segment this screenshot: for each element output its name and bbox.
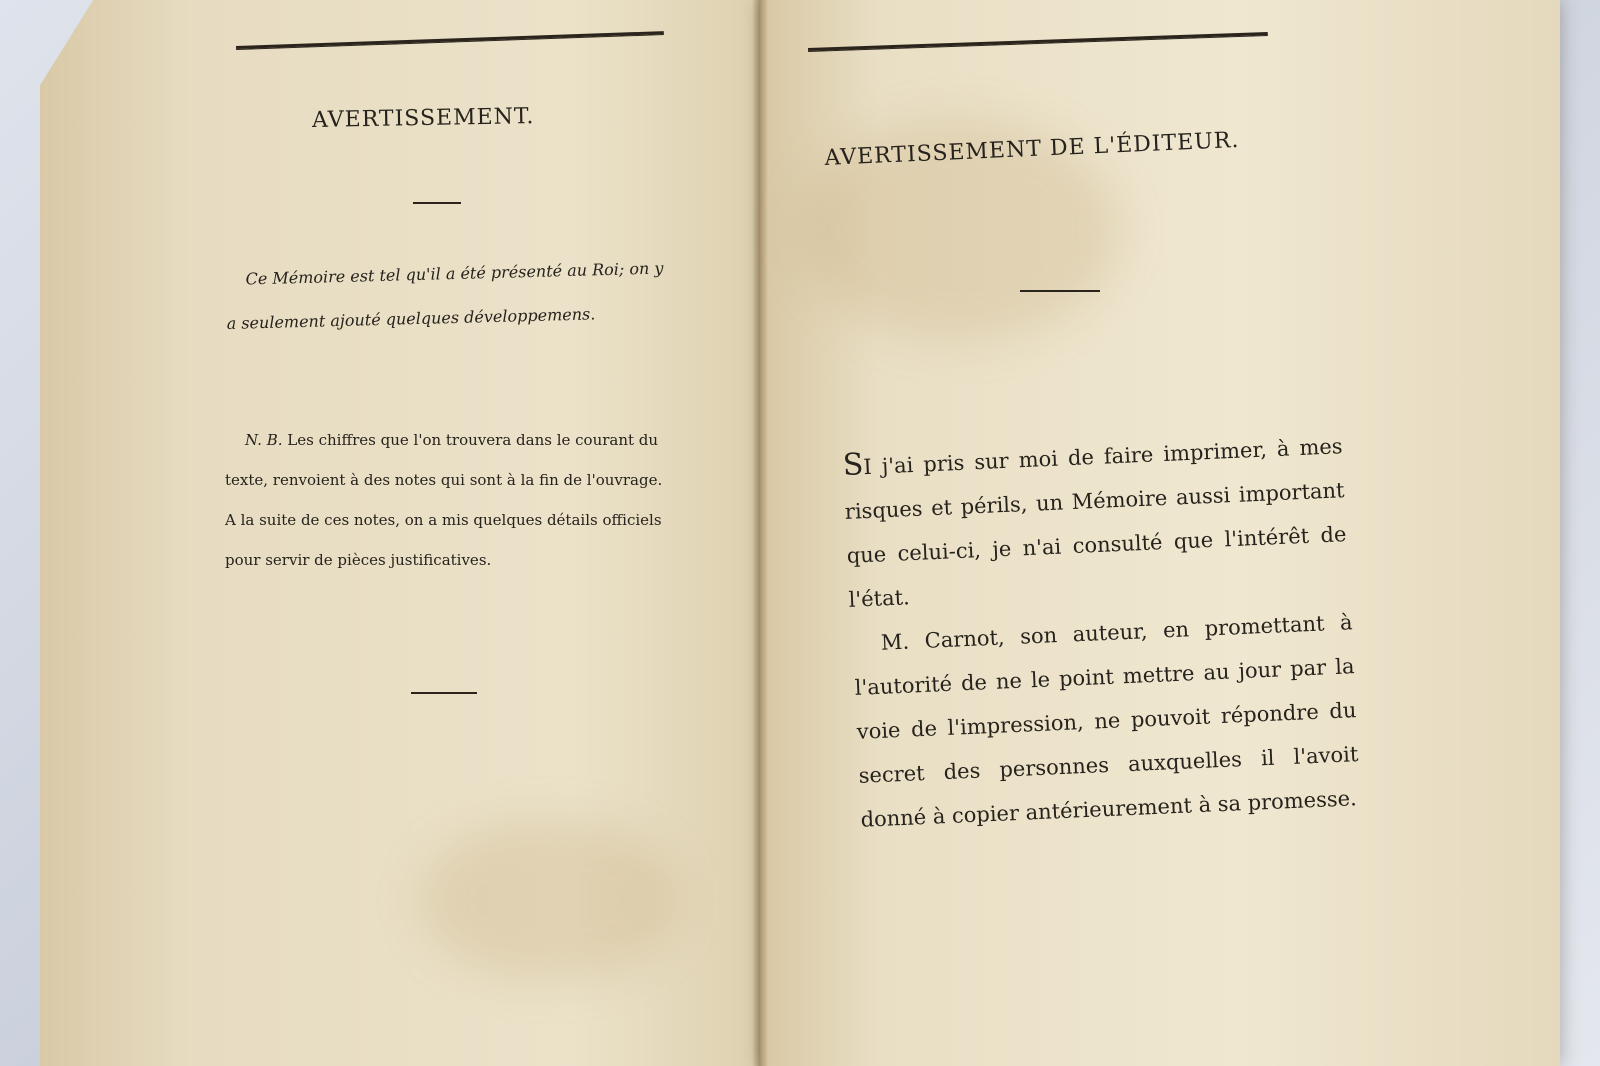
right-heading: AVERTISSEMENT DE L'ÉDITEUR. xyxy=(824,127,1240,171)
left-heading: AVERTISSEMENT. xyxy=(311,104,535,133)
book-gutter xyxy=(752,0,768,1066)
nb-note xyxy=(225,420,677,580)
paper-stain xyxy=(420,820,680,980)
divider-short xyxy=(413,202,461,204)
paragraph-1-text: I j'ai pris sur moi de faire imprimer, à mes risques et périls, un Mémoire aussi important que celui-ci, je n'ai consulté que l'intérêt de l'état. xyxy=(844,434,1347,612)
preface-paragraph-1 xyxy=(842,424,1349,622)
editorial-note: Ce Mémoire est tel qu'il a été présenté au Roi; on y a seulement ajouté quelques développemens. xyxy=(226,258,664,333)
divider-short xyxy=(1020,290,1100,292)
drop-cap: S xyxy=(842,447,865,483)
nb-text: Les chiffres que l'on trouvera dans le courant du texte, renvoient à des notes qui sont à la fin de l'ouvrage. A la suite de ces notes, on a mis quelques détails officiels pour servir de pièces justificatives. xyxy=(225,431,663,569)
divider-short xyxy=(411,692,477,694)
preface-paragraph-2: M. Carnot, son auteur, en promettant à l'autorité de ne le point mettre au jour par la voie de l'impression, ne pouvoit répondre du secret des personnes auxquelles il l'avoit donné à copier antérieurement à sa promesse. xyxy=(854,610,1359,832)
nb-label: N. B. xyxy=(245,431,283,449)
